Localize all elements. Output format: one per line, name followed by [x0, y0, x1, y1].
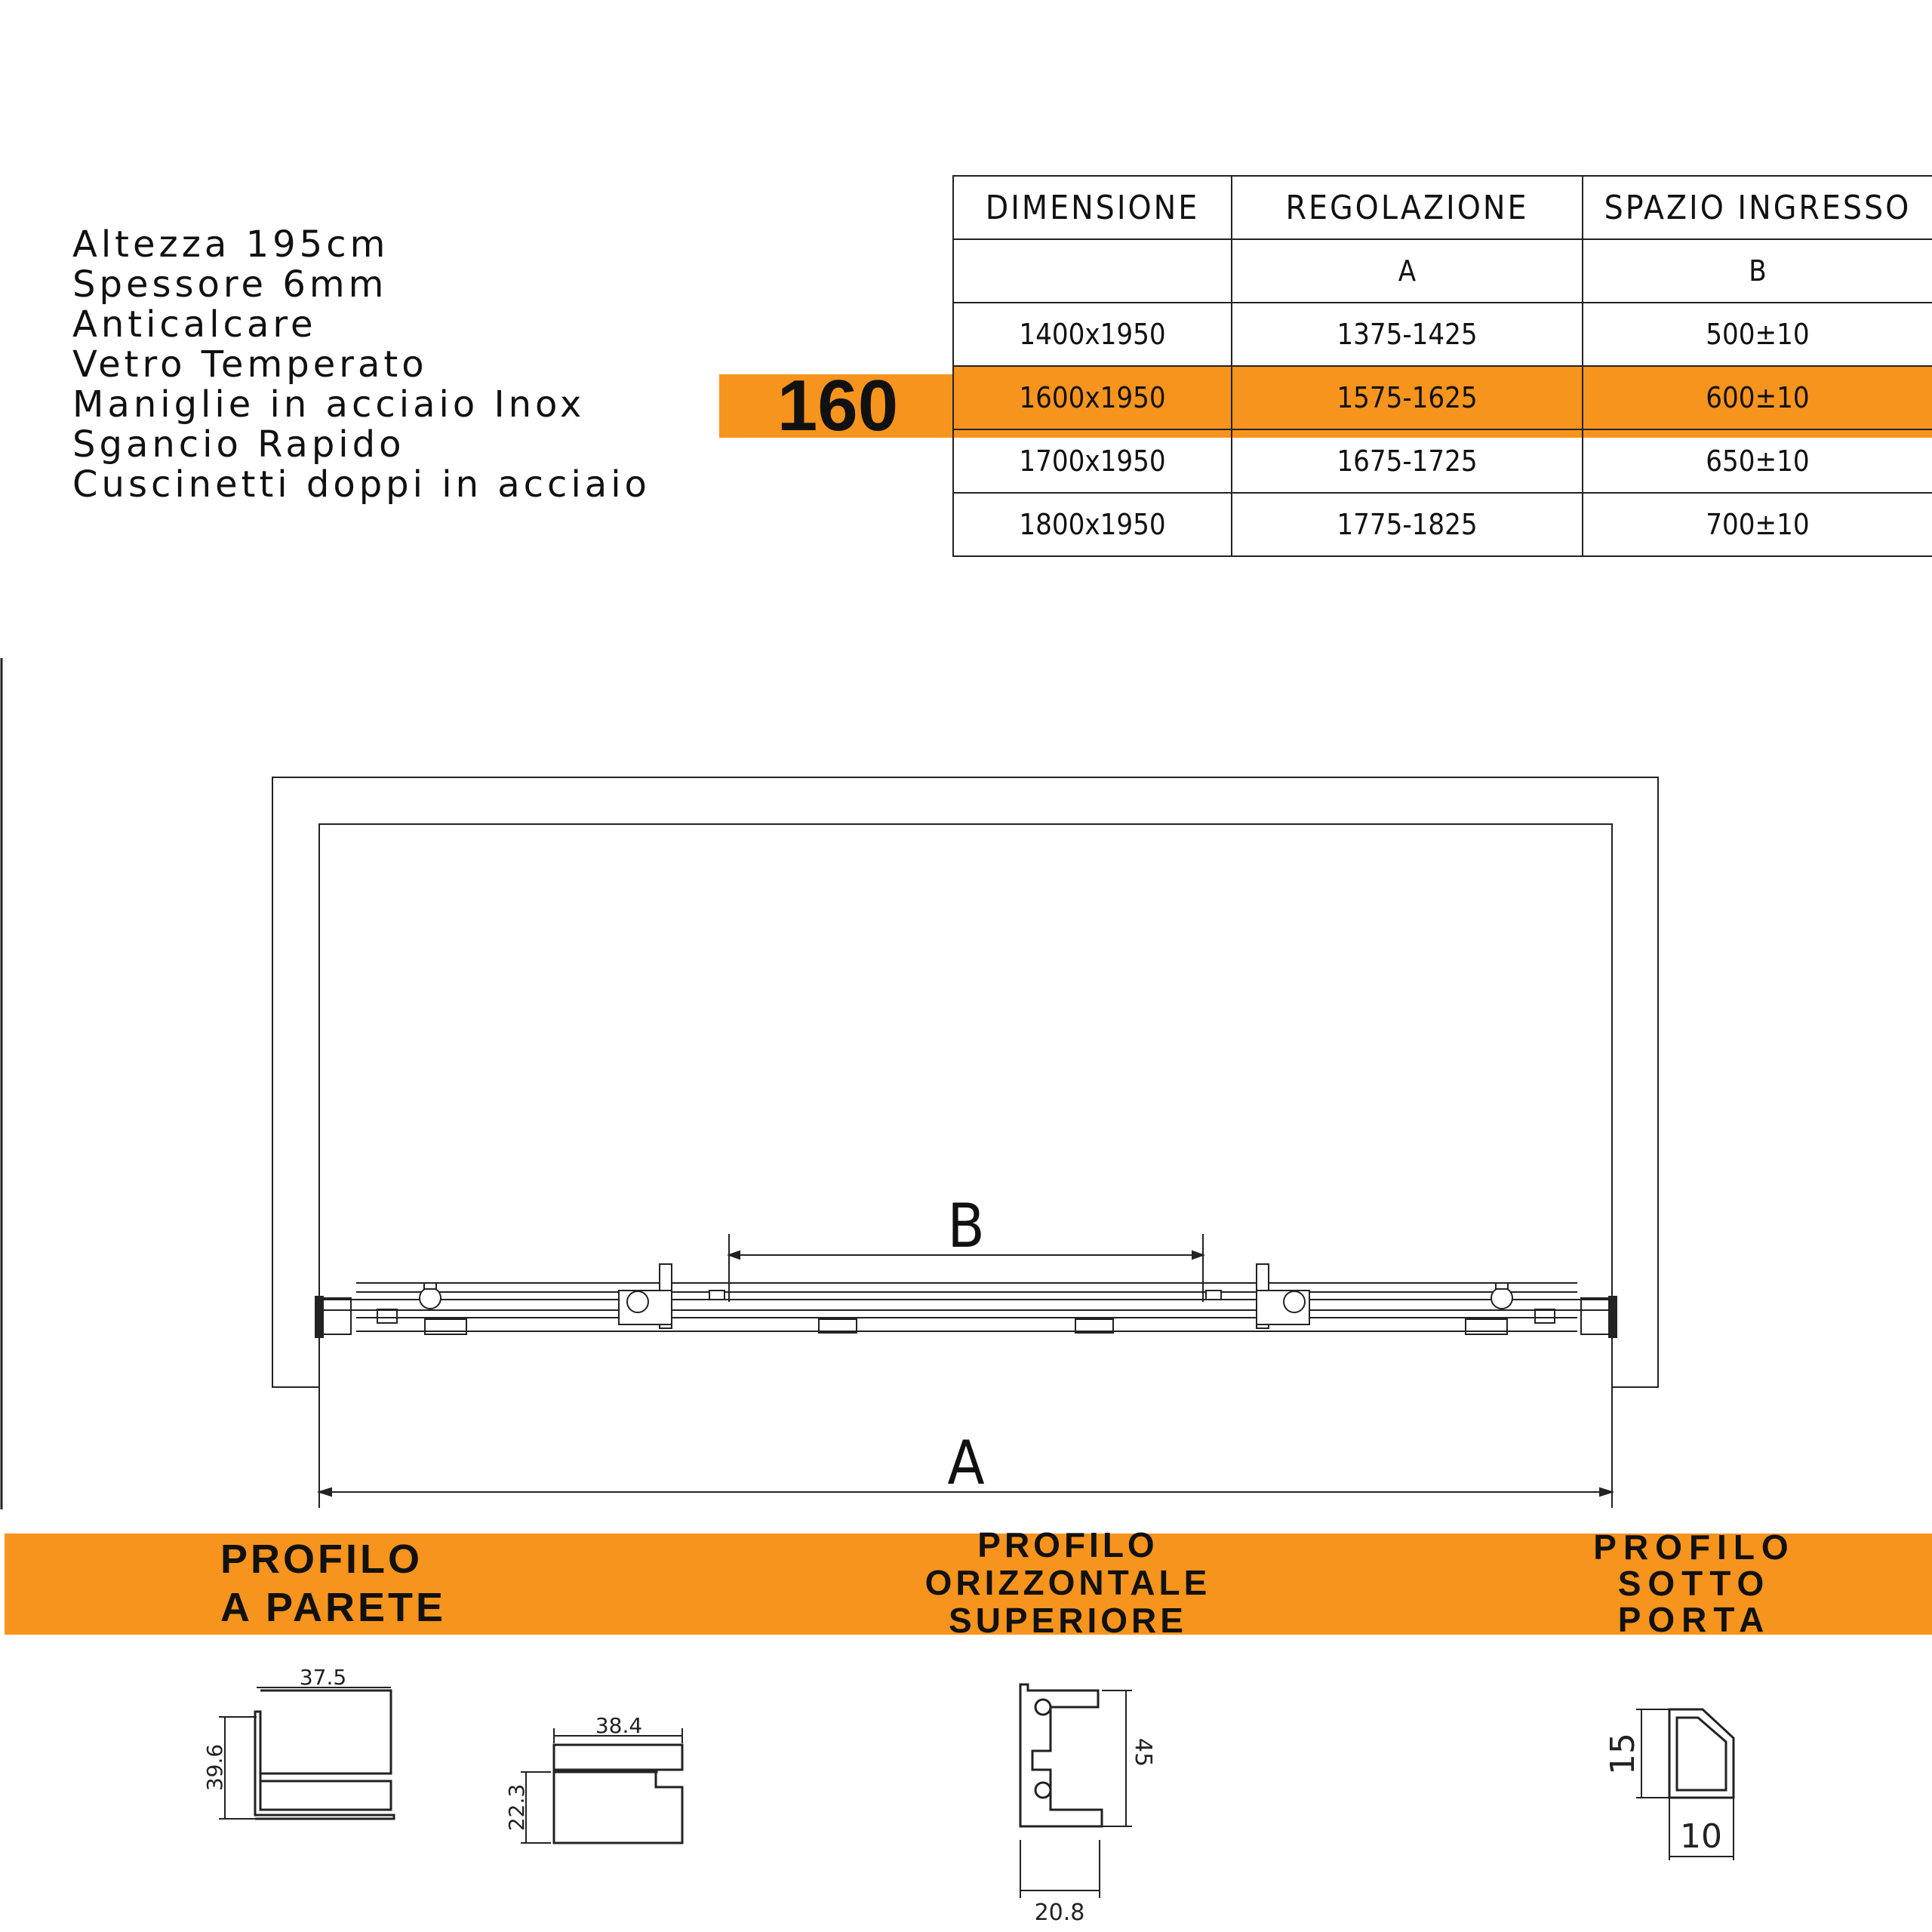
bottom-width-dim: 10 — [1680, 1817, 1722, 1856]
top-profile-section — [1020, 1684, 1132, 1898]
handle-right — [1206, 1264, 1309, 1328]
spec-table — [952, 175, 1932, 557]
table-row-selected — [953, 366, 1932, 429]
feature-item: Maniglie in acciaio Inox — [72, 383, 586, 426]
profile-title-line: SOTTO — [1617, 1564, 1771, 1603]
wall-top-dim: 37.5 — [299, 1665, 347, 1690]
handle-left — [619, 1264, 724, 1328]
dimension-a-label: A — [947, 1428, 985, 1498]
channel-profile-section — [521, 1728, 682, 1843]
feature-item: Sgancio Rapido — [72, 423, 405, 466]
feature-item: Cuscinetti doppi in acciaio — [72, 463, 651, 506]
wall-outline — [272, 777, 1658, 1387]
subheader-cell — [953, 239, 1232, 303]
table-cell: 1600x1950 — [953, 366, 1232, 429]
table-cell: 1675-1725 — [1232, 429, 1583, 493]
profile-top-title — [898, 1526, 1238, 1639]
profile-title-line: A PARETE — [220, 1585, 447, 1630]
profile-title-line: ORIZZONTALE — [924, 1563, 1211, 1602]
rail-assembly — [315, 1283, 1617, 1337]
table-cell: 600±10 — [1583, 366, 1932, 429]
table-cell: 700±10 — [1583, 493, 1932, 556]
feature-item: Vetro Temperato — [72, 343, 428, 386]
feature-list — [72, 225, 737, 505]
feature-item: Altezza 195cm — [72, 223, 389, 266]
roller-left — [420, 1283, 441, 1309]
table-cell: 1775-1825 — [1232, 493, 1583, 556]
table-row — [953, 429, 1932, 493]
profile-title-line: PROFILO — [977, 1525, 1158, 1564]
profile-bottom-title — [1555, 1529, 1834, 1638]
table-cell: 1575-1625 — [1232, 366, 1583, 429]
table-cell: 500±10 — [1583, 303, 1932, 366]
plan-view-drawing — [0, 649, 1932, 1509]
profile-title-line: PORTA — [1617, 1600, 1771, 1639]
table-header-row — [953, 176, 1932, 239]
table-subheader-row — [953, 239, 1932, 303]
feature-item: Spessore 6mm — [72, 263, 388, 306]
header-dimensione: DIMENSIONE — [953, 176, 1232, 239]
profile-title-line: PROFILO — [220, 1537, 423, 1582]
channel-height-dim: 22.3 — [504, 1783, 529, 1832]
wall-height-dim: 39.6 — [202, 1743, 227, 1792]
subheader-cell: B — [1583, 239, 1932, 303]
shower-opening-outline — [319, 824, 1612, 1387]
profile-title-line: PROFILO — [1593, 1527, 1795, 1567]
header-regolazione: REGOLAZIONE — [1232, 176, 1583, 239]
header-spazio-ingresso: SPAZIO INGRESSO — [1583, 176, 1932, 239]
dimension-b-label: B — [947, 1191, 985, 1261]
top-width-dim: 20.8 — [1034, 1900, 1085, 1926]
profile-sections — [0, 1645, 1932, 1932]
table-cell: 1400x1950 — [953, 303, 1232, 366]
table-cell: 1700x1950 — [953, 429, 1232, 493]
subheader-cell: A — [1232, 239, 1583, 303]
table-cell: 1375-1425 — [1232, 303, 1583, 366]
feature-item: Anticalcare — [72, 303, 317, 346]
table-cell: 1800x1950 — [953, 493, 1232, 556]
channel-width-dim: 38.4 — [595, 1713, 643, 1738]
selected-size-label: 160 — [777, 365, 899, 446]
table-row — [953, 303, 1932, 366]
roller-right — [1491, 1283, 1512, 1309]
table-row — [953, 493, 1932, 556]
profile-wall-title — [220, 1535, 446, 1632]
bottom-height-dim: 15 — [1604, 1733, 1642, 1775]
top-height-dim: 45 — [1130, 1737, 1156, 1767]
profile-title-line: SUPERIORE — [949, 1601, 1187, 1640]
wall-profile-section — [219, 1687, 394, 1819]
table-cell: 650±10 — [1583, 429, 1932, 493]
